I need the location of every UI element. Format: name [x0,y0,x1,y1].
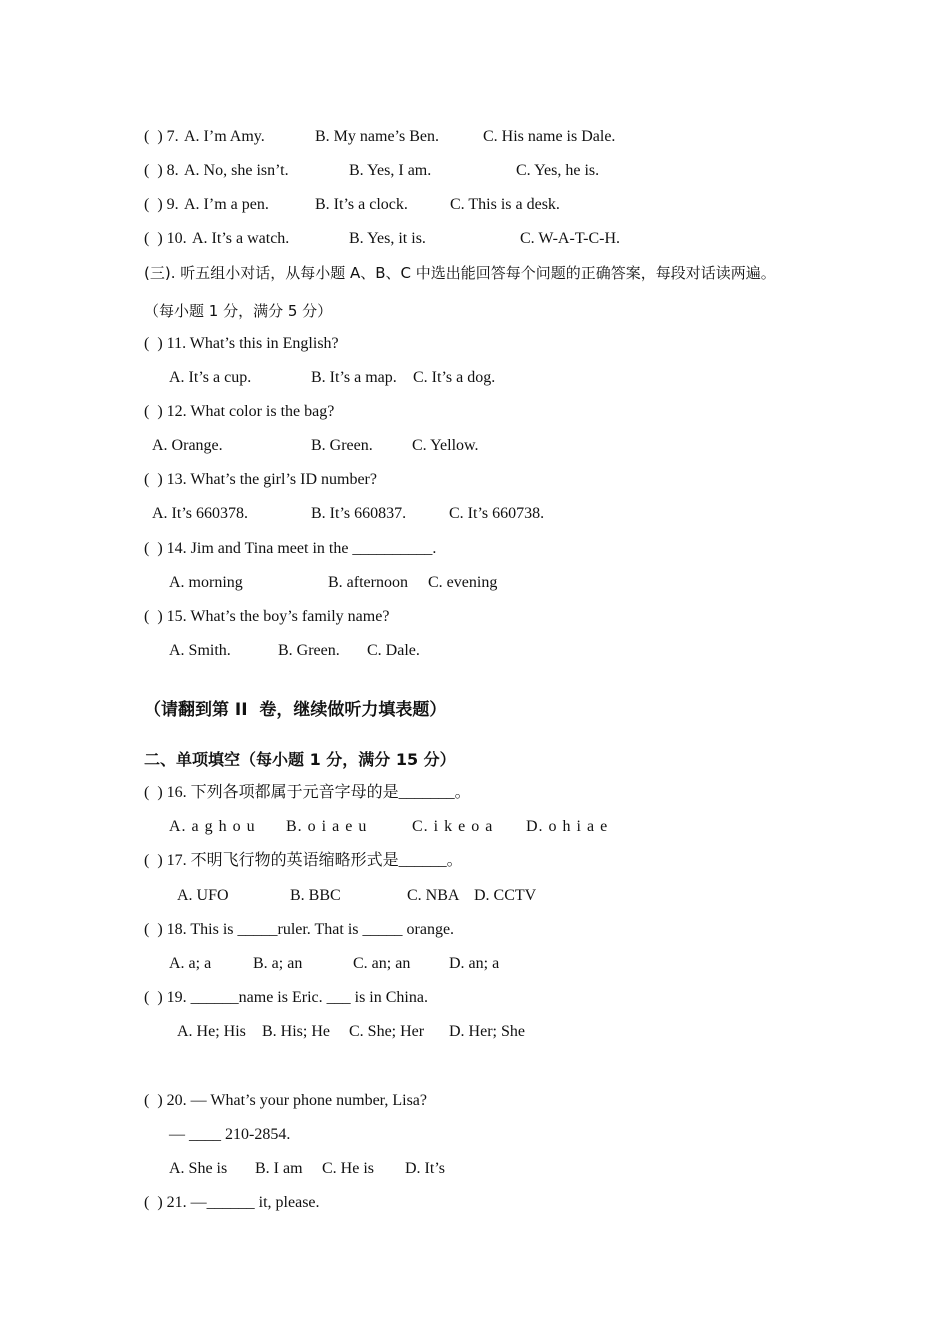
question-20-stem: ( ) 20. — What’s your phone number, Lisa? [144,1092,427,1109]
question-8-option-b: B. Yes, I am. [349,162,432,179]
question-15-option-c: C. Dale. [367,642,420,659]
question-20-reply: — ____ 210-2854. [169,1126,291,1143]
question-16-option-d: D. o h i a e [526,818,609,835]
question-18-option-b: B. a; an [253,955,303,972]
question-9-prefix: ( ) 9. [144,196,183,213]
question-13-option-a: A. It’s 660378. [152,505,248,522]
question-11-option-c: C. It’s a dog. [413,369,496,386]
question-13-stem: ( ) 13. What’s the girl’s ID number? [144,471,377,488]
question-17-option-a: A. UFO [177,887,229,904]
question-14-option-c: C. evening [428,574,498,591]
question-21-stem: ( ) 21. —______ it, please. [144,1194,320,1211]
question-10-option-c: C. W-A-T-C-H. [520,230,620,247]
question-20-option-b: B. I am [255,1160,303,1177]
question-19-option-c: C. She; Her [349,1023,425,1040]
question-16-stem: ( ) 16. 下列各项都属于元音字母的是_______。 [144,784,471,801]
question-19-option-a: A. He; His [177,1023,246,1040]
question-8-option-a: A. No, she isn’t. [184,162,289,179]
question-18-option-a: A. a; a [169,955,212,972]
question-18-option-d: D. an; a [449,955,500,972]
question-11-stem: ( ) 11. What’s this in English? [144,335,339,352]
question-17-stem: ( ) 17. 不明飞行物的英语缩略形式是______。 [144,852,463,869]
question-17-option-c: C. NBA [407,887,460,904]
question-20-option-d: D. It’s [405,1160,445,1177]
question-15-option-b: B. Green. [278,642,340,659]
question-17-option-d: D. CCTV [474,887,537,904]
question-13-option-c: C. It’s 660738. [449,505,545,522]
question-10-option-b: B. Yes, it is. [349,230,426,247]
question-7-option-c: C. His name is Dale. [483,128,616,145]
question-9-option-c: C. This is a desk. [450,196,560,213]
question-8-option-c: C. Yes, he is. [516,162,600,179]
question-18-stem: ( ) 18. This is _____ruler. That is _____ orange. [144,921,455,938]
question-8-prefix: ( ) 8. [144,162,183,179]
section-2-title: 二、单项填空（每小题 1 分，满分 15 分） [144,750,456,769]
question-14-stem: ( ) 14. Jim and Tina meet in the __________. [144,540,437,557]
question-13-option-b: B. It’s 660837. [311,505,407,522]
question-10-prefix: ( ) 10. [144,230,191,247]
question-11-option-a: A. It’s a cup. [169,369,252,386]
question-7-option-a: A. I’m Amy. [184,128,265,145]
question-7-prefix: ( ) 7. [144,128,183,145]
turn-page-note: （请翻到第 II 卷，继续做听力填表题） [144,700,447,720]
question-19-option-d: D. Her; She [449,1023,525,1040]
question-16-option-a: A. a g h o u [169,818,256,835]
question-12-option-b: B. Green. [311,437,373,454]
question-19-option-b: B. His; He [262,1023,330,1040]
question-19-stem: ( ) 19. ______name is Eric. ___ is in China. [144,989,428,1006]
question-10-option-a: A. It’s a watch. [192,230,290,247]
question-15-option-a: A. Smith. [169,642,231,659]
question-12-option-c: C. Yellow. [412,437,479,454]
question-15-stem: ( ) 15. What’s the boy’s family name? [144,608,390,625]
question-9-option-a: A. I’m a pen. [184,196,269,213]
question-20-option-a: A. She is [169,1160,228,1177]
question-16-option-c: C. i k e o a [412,818,494,835]
question-9-option-b: B. It’s a clock. [315,196,408,213]
question-20-option-c: C. He is [322,1160,374,1177]
section-3-scoring-note: （每小题 1 分，满分 5 分） [144,302,333,320]
question-17-option-b: B. BBC [290,887,341,904]
question-11-option-b: B. It’s a map. [311,369,397,386]
question-12-stem: ( ) 12. What color is the bag? [144,403,335,420]
question-7-option-b: B. My name’s Ben. [315,128,439,145]
question-16-option-b: B. o i a e u [286,818,368,835]
question-18-option-c: C. an; an [353,955,411,972]
question-14-option-b: B. afternoon [328,574,408,591]
question-12-option-a: A. Orange. [152,437,223,454]
section-3-title: (三). 听五组小对话，从每小题 A、B、C 中选出能回答每个问题的正确答案，每段对话读两遍。 [144,264,776,282]
question-14-option-a: A. morning [169,574,243,591]
